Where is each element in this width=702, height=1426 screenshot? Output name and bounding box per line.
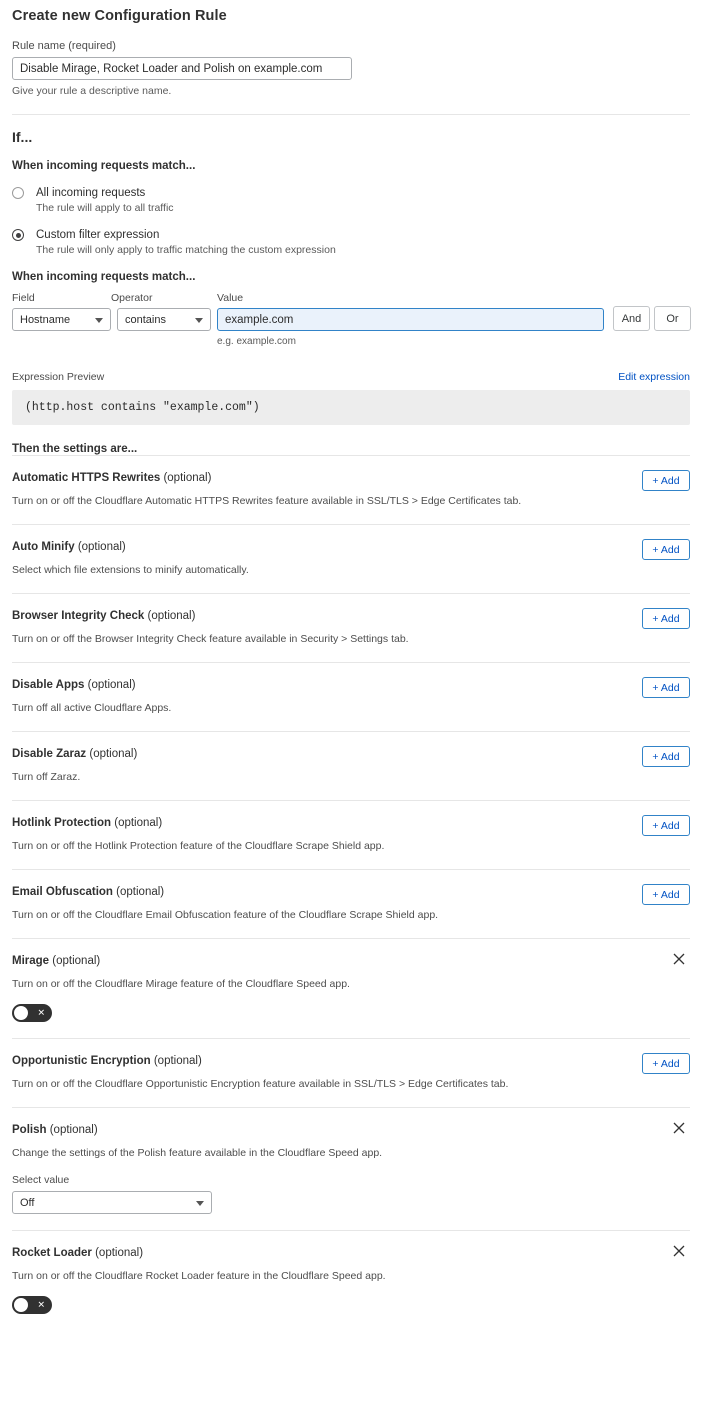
expression-preview-label: Expression Preview [12, 371, 105, 383]
field-select-value: Hostname [20, 313, 71, 326]
setting-optional: (optional) [77, 541, 126, 553]
field-select[interactable] [12, 308, 111, 331]
setting-email-obfuscation [12, 869, 690, 938]
setting-disable-apps [12, 662, 690, 731]
rule-name-help: Give your rule a descriptive name. [12, 85, 172, 97]
setting-browser-integrity-check [12, 593, 690, 662]
radio-option-custom-filter[interactable] [12, 227, 695, 256]
setting-description: Turn on or off the Browser Integrity Check feature available in Security > Settings tab. [12, 633, 409, 645]
radio-option-all-requests[interactable] [12, 185, 695, 214]
setting-auto-minify [12, 524, 690, 593]
rocket-loader-toggle[interactable] [12, 1296, 52, 1314]
setting-name: Disable Apps [12, 679, 85, 691]
add-setting-button[interactable]: + Add [642, 884, 690, 905]
filter-heading: When incoming requests match... [12, 271, 196, 283]
setting-polish [12, 1107, 690, 1230]
chevron-down-icon [196, 1201, 204, 1206]
and-button[interactable]: And [613, 306, 650, 331]
setting-optional: (optional) [49, 1124, 98, 1136]
setting-title [12, 1247, 690, 1259]
setting-description: Turn off all active Cloudflare Apps. [12, 702, 172, 714]
setting-title [12, 679, 690, 691]
setting-rocket-loader [12, 1230, 690, 1330]
polish-select-label: Select value [12, 1174, 70, 1186]
setting-optional: (optional) [163, 472, 212, 484]
toggle-knob [14, 1298, 28, 1312]
toggle-knob [14, 1006, 28, 1020]
setting-optional: (optional) [52, 955, 101, 967]
add-setting-button[interactable]: + Add [642, 1053, 690, 1074]
expression-preview-header [12, 371, 690, 383]
value-label: Value [217, 292, 244, 304]
radio-all-requests-sub: The rule will apply to all traffic [36, 202, 174, 214]
setting-description: Select which file extensions to minify automatically. [12, 564, 249, 576]
radio-custom-filter-label: Custom filter expression [36, 229, 160, 241]
radio-custom-filter-sub: The rule will only apply to traffic matching the custom expression [36, 244, 336, 256]
setting-name: Auto Minify [12, 541, 75, 553]
if-section-title: If... [12, 129, 33, 145]
setting-name: Hotlink Protection [12, 817, 112, 829]
setting-description: Turn on or off the Hotlink Protection feature of the Cloudflare Scrape Shield app. [12, 840, 385, 852]
polish-select-value: Off [20, 1196, 35, 1209]
filter-builder-row [12, 292, 695, 347]
rule-name-input[interactable] [12, 57, 352, 80]
add-setting-button[interactable]: + Add [642, 815, 690, 836]
setting-title [12, 610, 690, 622]
page-title: Create new Configuration Rule [12, 8, 227, 24]
setting-description: Turn on or off the Cloudflare Opportunistic Encryption feature available in SSL/TLS > Edge Certificates tab. [12, 1078, 509, 1090]
setting-title [12, 1055, 690, 1067]
expression-preview-box: (http.host contains "example.com") [12, 390, 690, 425]
toggle-off-icon: ✕ [37, 1299, 45, 1310]
setting-automatic-https-rewrites [12, 455, 690, 524]
setting-disable-zaraz [12, 731, 690, 800]
setting-description: Change the settings of the Polish feature available in the Cloudflare Speed app. [12, 1147, 383, 1159]
setting-name: Email Obfuscation [12, 886, 113, 898]
radio-all-requests-label: All incoming requests [36, 187, 146, 199]
setting-description: Turn on or off the Cloudflare Email Obfuscation feature of the Cloudflare Scrape Shield app. [12, 909, 439, 921]
rule-name-label: Rule name (required) [12, 40, 116, 52]
value-input[interactable] [217, 308, 604, 331]
polish-select[interactable] [12, 1191, 212, 1214]
setting-title [12, 541, 690, 553]
close-icon[interactable] [672, 1244, 688, 1260]
match-heading: When incoming requests match... [12, 160, 196, 172]
setting-title [12, 748, 690, 760]
add-setting-button[interactable]: + Add [642, 608, 690, 629]
setting-name: Disable Zaraz [12, 748, 87, 760]
operator-column [111, 292, 211, 331]
operator-label: Operator [111, 292, 153, 304]
close-icon[interactable] [672, 952, 688, 968]
add-setting-button[interactable]: + Add [642, 539, 690, 560]
setting-title [12, 955, 690, 967]
operator-select-value: contains [125, 313, 166, 326]
setting-optional: (optional) [116, 886, 165, 898]
setting-description: Turn on or off the Cloudflare Mirage feature of the Cloudflare Speed app. [12, 978, 350, 990]
configuration-rule-page [0, 8, 702, 1330]
add-setting-button[interactable]: + Add [642, 470, 690, 491]
setting-description: Turn on or off the Cloudflare Automatic HTTPS Rewrites feature available in SSL/TLS > Edge Certificates tab. [12, 495, 522, 507]
chevron-down-icon [95, 318, 103, 323]
operator-select[interactable] [117, 308, 211, 331]
chevron-down-icon [195, 318, 203, 323]
field-column [12, 292, 111, 331]
setting-optional: (optional) [153, 1055, 202, 1067]
then-section-title: Then the settings are... [12, 443, 138, 455]
setting-name: Polish [12, 1124, 47, 1136]
setting-opportunistic-encryption [12, 1038, 690, 1107]
close-icon[interactable] [672, 1121, 688, 1137]
setting-name: Mirage [12, 955, 50, 967]
setting-mirage [12, 938, 690, 1038]
setting-optional: (optional) [147, 610, 196, 622]
setting-name: Browser Integrity Check [12, 610, 145, 622]
add-setting-button[interactable]: + Add [642, 746, 690, 767]
value-column [217, 292, 604, 347]
add-setting-button[interactable]: + Add [642, 677, 690, 698]
setting-title [12, 886, 690, 898]
field-label: Field [12, 292, 35, 304]
setting-title [12, 472, 690, 484]
edit-expression-link[interactable]: Edit expression [618, 371, 690, 383]
value-hint: e.g. example.com [217, 336, 296, 347]
setting-optional: (optional) [89, 748, 138, 760]
setting-title [12, 1124, 690, 1136]
mirage-toggle[interactable] [12, 1004, 52, 1022]
radio-all-requests-indicator[interactable] [12, 187, 24, 199]
setting-title [12, 817, 690, 829]
setting-hotlink-protection [12, 800, 690, 869]
setting-optional: (optional) [114, 817, 163, 829]
radio-custom-filter-indicator[interactable] [12, 229, 24, 241]
setting-name: Opportunistic Encryption [12, 1055, 151, 1067]
setting-optional: (optional) [95, 1247, 144, 1259]
or-button[interactable]: Or [654, 306, 691, 331]
setting-description: Turn on or off the Cloudflare Rocket Loader feature in the Cloudflare Speed app. [12, 1270, 386, 1282]
setting-description: Turn off Zaraz. [12, 771, 81, 783]
setting-name: Rocket Loader [12, 1247, 92, 1259]
toggle-off-icon: ✕ [37, 1007, 45, 1018]
setting-optional: (optional) [87, 679, 136, 691]
divider [12, 114, 690, 115]
setting-name: Automatic HTTPS Rewrites [12, 472, 161, 484]
